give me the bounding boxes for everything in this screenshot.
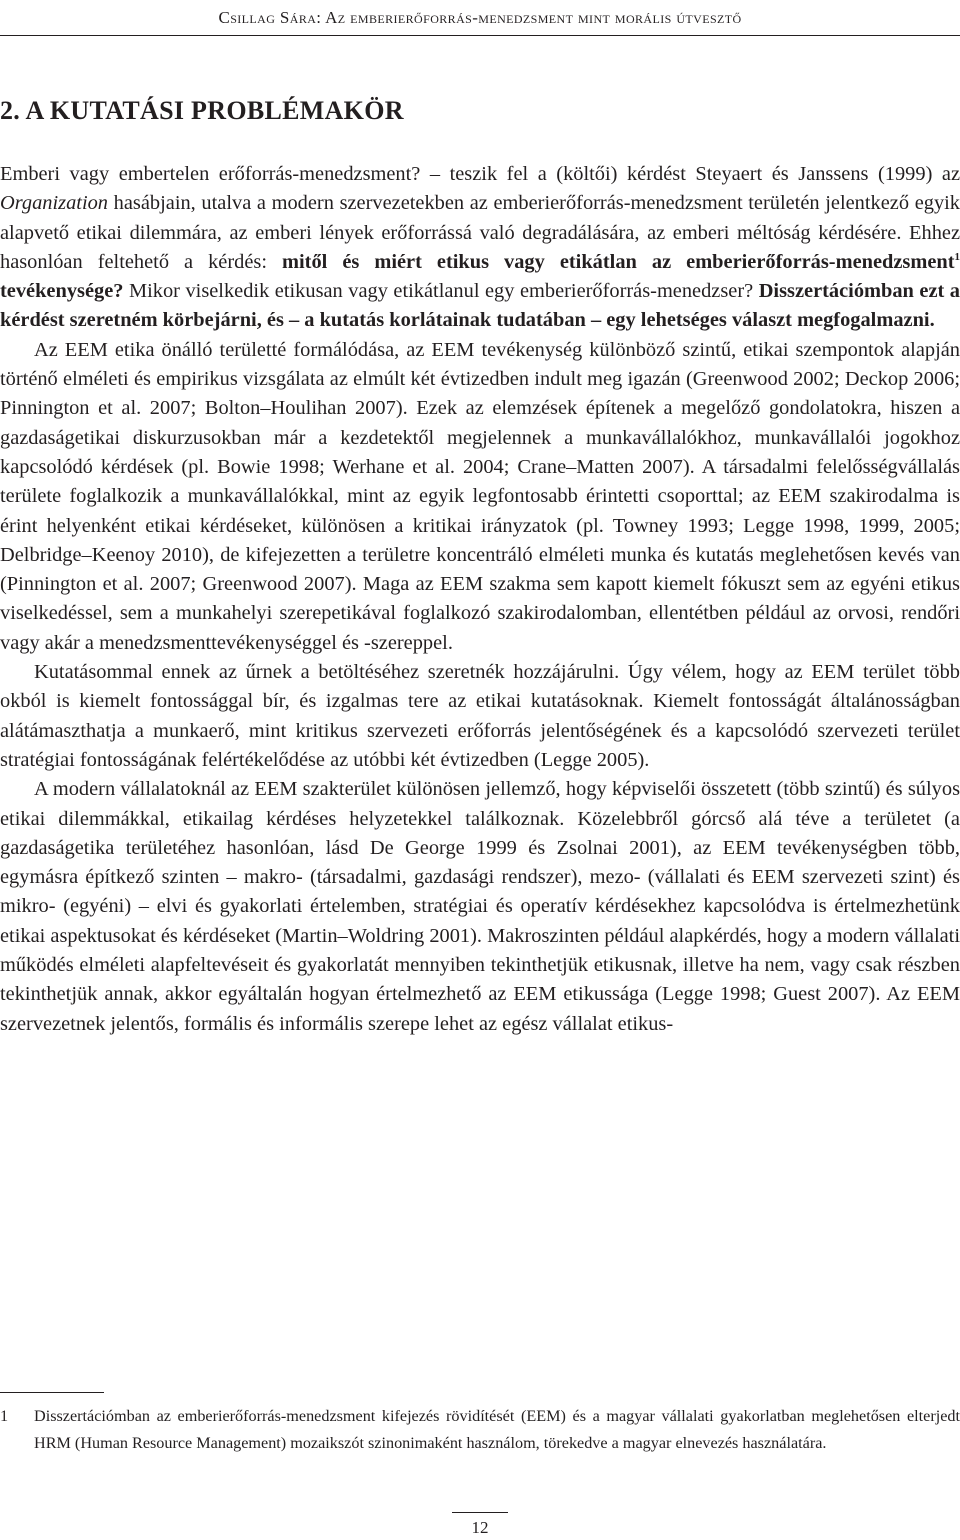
body-text <box>0 160 960 1039</box>
p1-journal-title: Organization <box>0 192 109 215</box>
p1-text-1: Emberi vagy embertelen erőforrás-menedzsment? – teszik fel a (költői) kérdést Steyaert és Janssens (1999) az <box>0 163 960 185</box>
page-number-rule <box>452 1512 508 1513</box>
p1-question-part-2: tevékenysége? <box>0 280 124 303</box>
p1-dissertation-aim: Disszertációmban ezt a kérdést szeretném körbejárni, és – a kutatás korlátainak tudatában – egy lehetséges választ megfogalmazni. <box>0 280 960 332</box>
paragraph-1 <box>0 160 960 336</box>
p1-text-2: hasábjain, utalva a modern szervezetekben az emberierőforrás-menedzsment területén jelentkező egyik alapvető etikai dilemmára, az emberi lények erőforrássá való degradálására, az emberi méltóság kérdésére. Ehhez hasonlóan feltehető a kérdés: <box>0 192 960 273</box>
footnote-rule <box>0 1392 104 1393</box>
footnote-1 <box>0 1403 960 1457</box>
footnote-text: Disszertációmban az emberierőforrás-menedzsment kifejezés rövidítését (EEM) és a magyar vállalati gyakorlatban meglehetősen elterjedt HRM (Human Resource Management) mozaikszót szinonimaként használom, törekedve a magyar elnevezés használatára. <box>34 1407 960 1452</box>
page-number: 12 <box>471 1518 489 1537</box>
footnote-ref-1: 1 <box>954 251 960 264</box>
section-title: 2. A KUTATÁSI PROBLÉMAKÖR <box>0 96 404 125</box>
paragraph-2: Az EEM etika önálló területté formálódása, az EEM tevékenység különböző szintű, etikai szempontok alapján történő elméleti és empirikus vizsgálata az elmúlt két évtizedben indult meg igazán (Greenwood 2002; Deckop 2006; Pinnington et al. 2007; Bolton–Houlihan 2007). Ezek az elemzések építenek a megelőző gondolatokra, hiszen a gazdaságetikai diskurzusokban már a kezdetektől megjelennek a munkavállalókhoz, munkavállalói jogokhoz kapcsolódó kérdések (pl. Bowie 1998; Werhane et al. 2004; Crane–Matten 2007). A társadalmi felelősségvállalás területe foglalkozik a munkavállalókkal, mint az egyik legfontosabb érintetti csoporttal; az EEM szakirodalma is érint helyenként etikai kérdéseket, különösen a kritikai irányzatok (pl. Towney 1993; Legge 1998, 1999, 2005; Delbridge–Keenoy 2010), de kifejezetten a területre koncentráló elméleti munka és kutatás meglehetősen kevés van (Pinnington et al. 2007; Greenwood 2007). Maga az EEM szakma sem kapott kiemelt fókuszt sem az egyéni etikus viselkedéssel, sem a munkahelyi szerepetikával foglalkozó szakirodalomban, ellentétben például az orvosi, rendőri vagy akár a menedzsmenttevékenységgel és -szereppel. <box>0 338 960 654</box>
paragraph-4: A modern vállalatoknál az EEM szakterület különösen jellemző, hogy képviselői összetett (több szintű) és súlyos etikai dilemmákkal, etikailag kérdéses helyzetekkel találkoznak. Közelebbről górcső alá téve a területet (a gazdaságetika területéhez hasonlóan, lásd De George 1999 és Zsolnai 2001), az EEM tevékenységben több, egymásra építkező szinten – makro- (társadalmi, gazdasági rendszer), mezo- (vállalati és EEM szervezeti szint) és mikro- (egyéni) – elvi és gyakorlati értelemben, stratégiai és operatív kérdésekhez kapcsolódva is értelmezhetünk etikai aspektusokat és kérdéseket (Martin–Woldring 2001). Makroszinten például alapkérdés, hogy a modern vállalati működés elméleti alapfeltevéseit és gyakorlatát mennyiben tekinthetjük etikusnak, illetve ha nem, vagy csak részben tekinthetjük annak, akkor egyáltalán hogyan értelmezhető az EEM etikussága (Legge 1998; Guest 2007). Az EEM szervezetnek jelentős, formális és informális szerepe lehet az egész vállalat etikus- <box>0 778 960 1035</box>
paragraph-3: Kutatásommal ennek az űrnek a betöltéséhez szeretnék hozzájárulni. Úgy vélem, hogy az EEM terület több okból is kiemelt fontossággal bír, és izgalmas tere az etikai kutatásoknak. Kiemelt fontosságát általánosságban alátámaszthatja a munkaerő, mint kritikus szervezeti erőforrás jelentőségének és a kapcsolódó szervezeti terület stratégiai fontosságának felértékelődése az utóbbi két évtizedben (Legge 2005). <box>0 661 960 771</box>
p1-question-part-1: mitől és miért etikus vagy etikátlan az emberierőforrás-menedzsment <box>282 250 955 273</box>
header-rule <box>0 35 960 36</box>
p1-text-3: Mikor viselkedik etikusan vagy etikátlanul egy emberierőforrás-menedzser? <box>123 280 759 303</box>
footnote-number: 1 <box>0 1407 9 1425</box>
running-head: Csillag Sára: Az emberierőforrás-menedzsment mint morális útvesztő <box>218 8 742 27</box>
